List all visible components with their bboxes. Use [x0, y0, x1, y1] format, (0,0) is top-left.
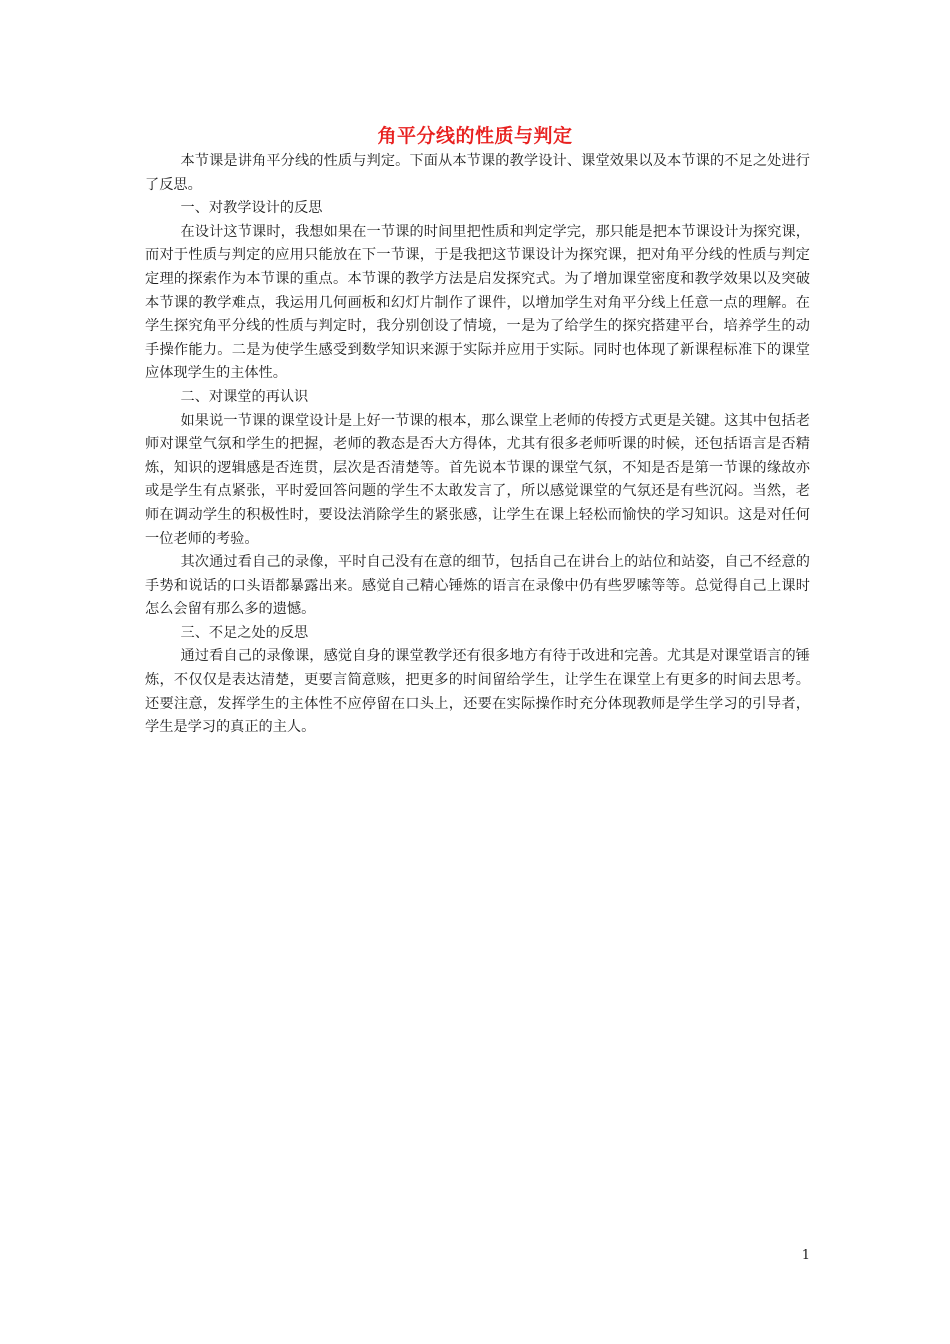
document-title: 角平分线的性质与判定: [377, 125, 573, 147]
section-heading-classroom: 二、对课堂的再认识: [180, 388, 309, 405]
page-number: 1: [801, 1248, 810, 1263]
classroom-paragraph-2: 其次通过看自己的录像，平时自己没有在意的细节，包括自己在讲台上的站位和站姿，自己不经意的手势和说话的口头语都暴露出来。感觉自己精心锤炼的语言在录像中仍有些罗嗦等等。总觉得自己上课时怎么会留有那么多的遗憾。: [145, 554, 810, 618]
classroom-paragraph-1: 如果说一节课的课堂设计是上好一节课的根本，那么课堂上老师的传授方式更是关键。这其中包括老师对课堂气氛和学生的把握，老师的教态是否大方得体，尤其有很多老师听课的时候，还包括语言是否精炼，知识的逻辑感是否连贯，层次是否清楚等。首先说本节课的课堂气氛，不知是否是第一节课的缘故亦或是学生有点紧张，平时爱回答问题的学生不太敢发言了，所以感觉课堂的气氛还是有些沉闷。当然，老师在调动学生的积极性时，要设法消除学生的紧张感，让学生在课上轻松而愉快的学习知识。这是对任何一位老师的考验。: [145, 412, 810, 547]
section-heading-design: 一、对教学设计的反思: [180, 200, 323, 217]
design-reflection-paragraph: 在设计这节课时，我想如果在一节课的时间里把性质和判定学完，那只能是把本节课设计为探究课，而对于性质与判定的应用只能放在下一节课，于是我把这节课设计为探究课，把对角平分线的性质与判定定理的探索作为本节课的重点。本节课的教学方法是启发探究式。为了增加课堂密度和教学效果以及突破本节课的教学难点，我运用几何画板和幻灯片制作了课件，以增加学生对角平分线上任意一点的理解。在学生探究角平分线的性质与判定时，我分别创设了情境，一是为了给学生的探究搭建平台，培养学生的动手操作能力。二是为使学生感受到数学知识来源于实际并应用于实际。同时也体现了新课程标准下的课堂应体现学生的主体性。: [145, 223, 810, 382]
document-body: [145, 150, 810, 740]
shortcomings-paragraph: 通过看自己的录像课，感觉自身的课堂教学还有很多地方有待于改进和完善。尤其是对课堂语言的锤炼，不仅仅是表达清楚，更要言简意赅，把更多的时间留给学生，让学生在课堂上有更多的时间去思考。还要注意，发挥学生的主体性不应停留在口头上，还要在实际操作时充分体现教师是学生学习的引导者，学生是学习的真正的主人。: [145, 648, 810, 736]
intro-paragraph: 本节课是讲角平分线的性质与判定。下面从本节课的教学设计、课堂效果以及本节课的不足之处进行了反思。: [145, 153, 810, 193]
section-heading-shortcomings: 三、不足之处的反思: [180, 624, 309, 641]
